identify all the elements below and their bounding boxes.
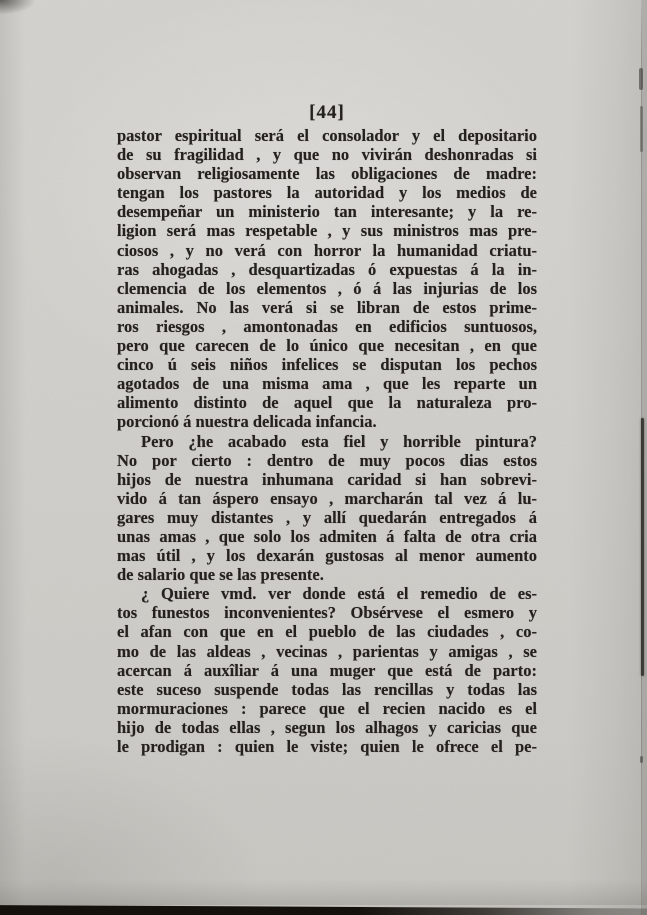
text-line: mo de las aldeas , vecinas , parientas y amigas , se (117, 641, 537, 661)
text-line: alimento distinto de aquel que la naturaleza pro- (117, 393, 537, 413)
text-line: clemencia de los elementos , ó á las injurias de los (117, 278, 537, 298)
text-line: hijos de nuestra inhumana caridad si han sobrevi- (117, 469, 537, 489)
text-line: hijo de todas ellas , segun los alhagos y caricias que (117, 717, 537, 737)
scan-edge-dark-segment (641, 418, 645, 676)
text-line: de su fragilidad , y que no vivirán deshonradas si (117, 145, 537, 165)
text-line: el afan con que en el pueblo de las ciudades , co- (117, 622, 537, 642)
scan-edge-mark (640, 106, 643, 152)
text-line: ciosos , y no verá con horror la humanidad criatu- (117, 240, 537, 260)
text-line: observan religiosamente las obligaciones de madre: (117, 164, 537, 184)
text-line: animales. No las verá si se libran de estos prime- (117, 297, 537, 317)
body-lines (117, 126, 537, 756)
text-block (117, 101, 537, 756)
text-line: No por cierto : dentro de muy pocos dias estos (117, 450, 537, 470)
scan-edge-mark (639, 68, 643, 90)
text-line: tengan los pastores la autoridad y los medios de (117, 183, 537, 203)
text-line: ras ahogadas , desquartizadas ó expuestas á la in- (117, 259, 537, 279)
text-line: de salario que se las presente. (117, 565, 324, 585)
text-line: mas útil , y los dexarán gustosas al menor aumento (117, 546, 537, 566)
text-line: cinco ú seis niños infelices se disputan los pechos (117, 355, 537, 375)
text-line: ligion será mas respetable , y sus ministros mas pre- (117, 221, 537, 241)
text-line: pastor espiritual será el consolador y el depositario (117, 126, 537, 145)
page-number: [44] (309, 102, 345, 123)
text-line: le prodigan : quien le viste; quien le ofrece el pe- (117, 737, 537, 756)
text-line: desempeñar un ministerio tan interesante; y la re- (117, 202, 537, 222)
scan-corner-smudge (0, 0, 34, 14)
text-line: pero que carecen de lo único que necesitan , en que (117, 336, 537, 356)
text-line: porcionó á nuestra delicada infancia. (117, 412, 377, 432)
text-line: Pero ¿he acabado esta fiel y horrible pintura? (141, 431, 537, 451)
text-line: unas amas , que solo los admiten á falta de otra cria (117, 526, 537, 546)
text-line: acercan á auxîliar á una muger que está de parto: (117, 660, 537, 680)
text-line: vido á tan áspero ensayo , marcharán tal vez á lu- (117, 488, 537, 508)
text-line: este suceso suspende todas las rencillas y todas las (117, 679, 537, 699)
text-line: gares muy distantes , y allí quedarán entregados á (117, 507, 537, 527)
scan-bottom-shadow (0, 879, 647, 905)
text-line: tos funestos inconvenientes? Obsérvese el esmero y (117, 603, 537, 623)
text-line: agotados de una misma ama , que les reparte un (117, 374, 537, 394)
text-line: mormuraciones : parece que el recien nacido es el (117, 698, 537, 718)
text-line: ros riesgos , amontonadas en edificios suntuosos, (117, 316, 537, 336)
scan-edge-mark (640, 756, 643, 763)
text-line: ¿ Quiere vmd. ver donde está el remedio de es- (141, 584, 537, 604)
